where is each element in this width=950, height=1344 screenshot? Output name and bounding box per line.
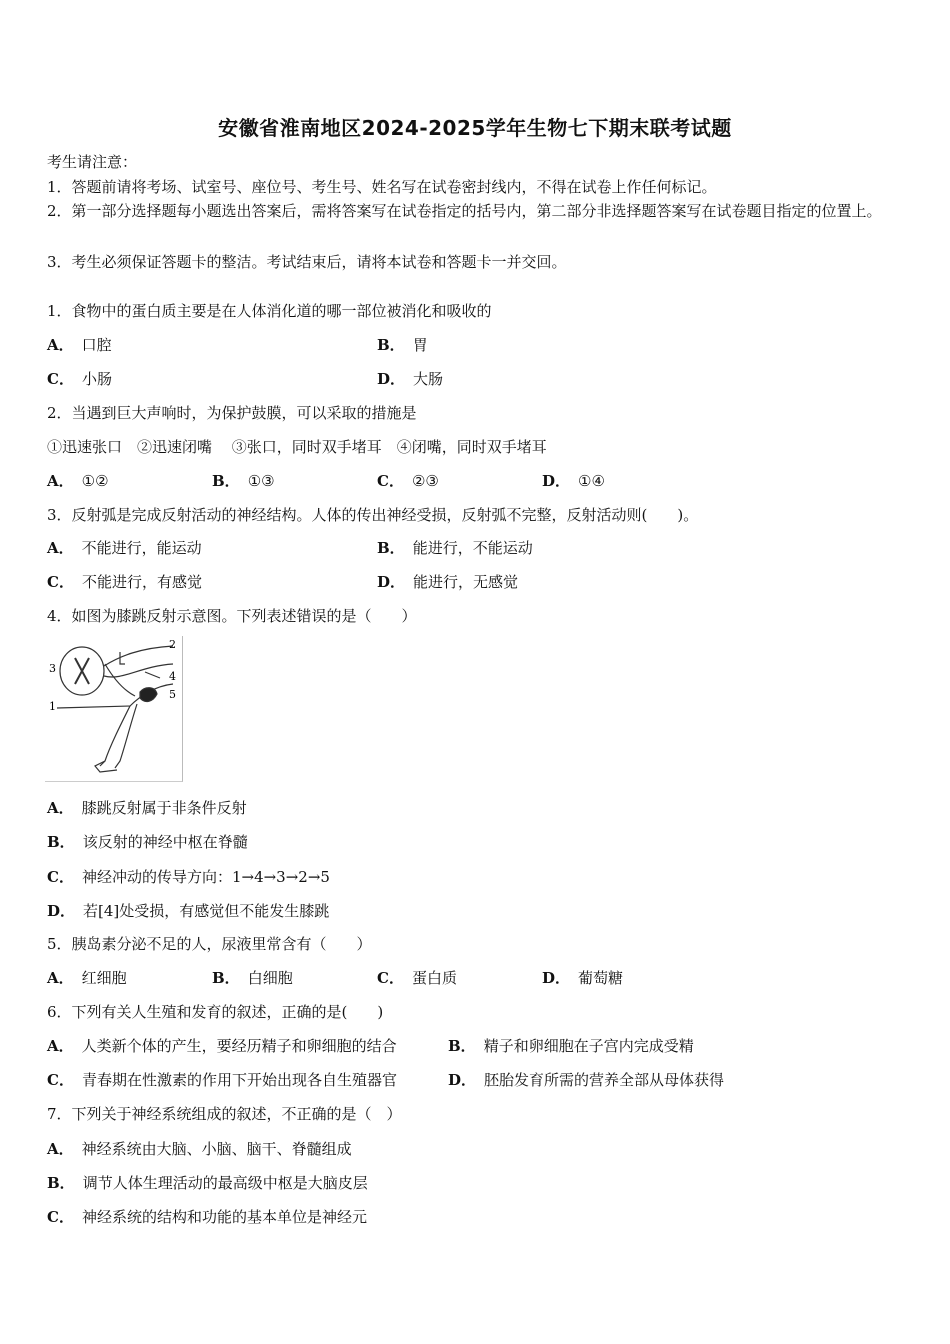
question-2-stem: 2．当遇到巨大声响时，为保护鼓膜，可以采取的措施是	[47, 404, 417, 422]
q6-option-c[interactable]: C． 青春期在性激素的作用下开始出现各自生殖器官	[47, 1071, 397, 1089]
label-2: 2	[169, 638, 176, 651]
question-3-stem: 3．反射弧是完成反射活动的神经结构。人体的传出神经受损，反射弧不完整，反射活动则( )。	[47, 506, 699, 524]
knee-jerk-reflex-diagram	[45, 636, 183, 782]
question-2-choices: ①迅速张口 ②迅速闭嘴 ③张口，同时双手堵耳 ④闭嘴，同时双手堵耳	[47, 438, 547, 456]
q5-option-d[interactable]: D． 葡萄糖	[542, 969, 624, 987]
q2-option-a[interactable]: A． ①②	[47, 472, 109, 490]
question-4-stem: 4．如图为膝跳反射示意图。下列表述错误的是（ ）	[47, 607, 417, 625]
question-5-stem: 5．胰岛素分泌不足的人，尿液里常含有（ ）	[47, 935, 372, 953]
notice-item-1: 1．答题前请将考场、试室号、座位号、考生号、姓名写在试卷密封线内，不得在试卷上作任何标记。	[47, 178, 717, 196]
reflex-arc-illustration	[45, 636, 182, 781]
label-5: 5	[169, 688, 176, 701]
notice-item-2: 2．第一部分选择题每小题选出答案后，需将答案写在试卷指定的括号内，第二部分非选择题答案写在试卷题目指定的位置上。	[47, 202, 882, 220]
q7-option-b[interactable]: B． 调节人体生理活动的最高级中枢是大脑皮层	[47, 1174, 368, 1192]
notice-item-3: 3．考生必须保证答题卡的整洁。考试结束后，请将本试卷和答题卡一并交回。	[47, 253, 567, 271]
q6-option-b[interactable]: B． 精子和卵细胞在子宫内完成受精	[448, 1037, 694, 1055]
question-1-stem: 1．食物中的蛋白质主要是在人体消化道的哪一部位被消化和吸收的	[47, 302, 492, 320]
q3-option-b[interactable]: B． 能进行，不能运动	[377, 539, 533, 557]
q1-option-a[interactable]: A． 口腔	[47, 336, 112, 354]
q4-option-a[interactable]: A． 膝跳反射属于非条件反射	[47, 799, 247, 817]
q1-option-c[interactable]: C． 小肠	[47, 370, 112, 388]
label-4: 4	[169, 670, 176, 683]
exam-title: 安徽省淮南地区2024-2025学年生物七下期末联考试题	[218, 116, 732, 140]
q7-option-c[interactable]: C． 神经系统的结构和功能的基本单位是神经元	[47, 1208, 367, 1226]
q7-option-a[interactable]: A． 神经系统由大脑、小脑、脑干、脊髓组成	[47, 1140, 352, 1158]
q4-option-c[interactable]: C． 神经冲动的传导方向：1→4→3→2→5	[47, 868, 330, 886]
q1-option-d[interactable]: D． 大肠	[377, 370, 444, 388]
q5-option-c[interactable]: C． 蛋白质	[377, 969, 457, 987]
q2-option-d[interactable]: D． ①④	[542, 472, 605, 490]
q4-option-b[interactable]: B． 该反射的神经中枢在脊髓	[47, 833, 248, 851]
question-6-stem: 6．下列有关人生殖和发育的叙述，正确的是( )	[47, 1003, 384, 1021]
label-1: 1	[49, 700, 56, 713]
q5-option-b[interactable]: B． 白细胞	[212, 969, 293, 987]
q1-option-b[interactable]: B． 胃	[377, 336, 428, 354]
q6-option-d[interactable]: D． 胚胎发育所需的营养全部从母体获得	[448, 1071, 725, 1089]
q3-option-a[interactable]: A． 不能进行，能运动	[47, 539, 202, 557]
notice-heading: 考生请注意：	[47, 153, 138, 171]
q3-option-c[interactable]: C． 不能进行，有感觉	[47, 573, 202, 591]
q3-option-d[interactable]: D． 能进行，无感觉	[377, 573, 519, 591]
label-3: 3	[49, 662, 56, 675]
q6-option-a[interactable]: A． 人类新个体的产生，要经历精子和卵细胞的结合	[47, 1037, 397, 1055]
q5-option-a[interactable]: A． 红细胞	[47, 969, 127, 987]
q2-option-b[interactable]: B． ①③	[212, 472, 275, 490]
question-7-stem: 7．下列关于神经系统组成的叙述，不正确的是（ ）	[47, 1105, 402, 1123]
q2-option-c[interactable]: C． ②③	[377, 472, 439, 490]
q4-option-d[interactable]: D． 若[4]处受损，有感觉但不能发生膝跳	[47, 902, 330, 920]
